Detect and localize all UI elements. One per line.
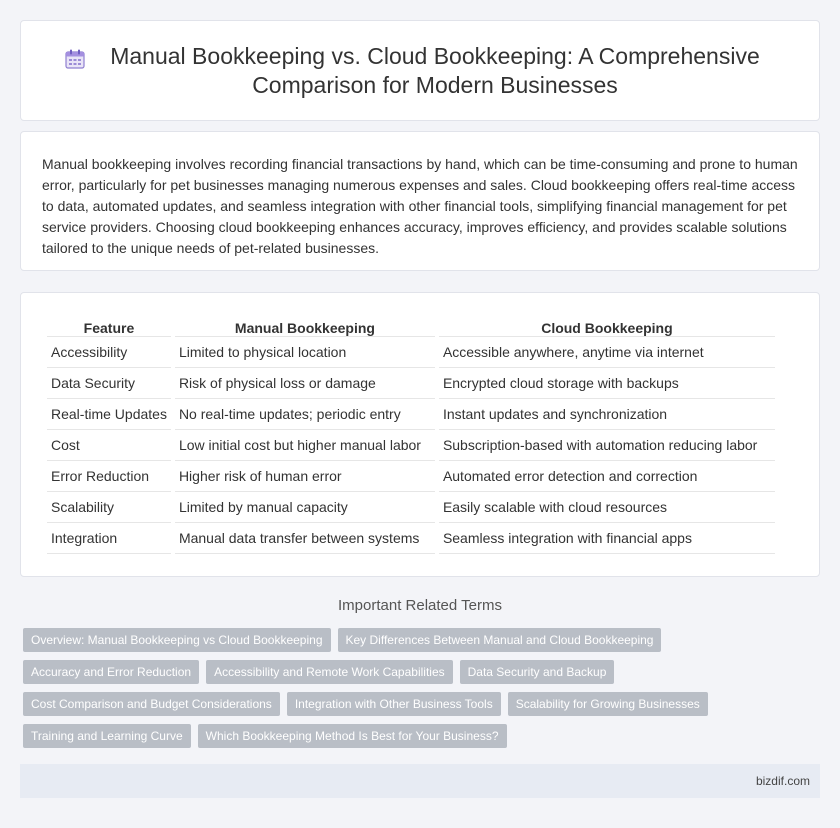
manual-cell: No real-time updates; periodic entry — [175, 399, 435, 430]
related-term-tag[interactable]: Accuracy and Error Reduction — [23, 660, 199, 684]
related-terms-list — [23, 628, 823, 748]
table-row — [47, 368, 775, 399]
related-term-tag[interactable]: Overview: Manual Bookkeeping vs Cloud Bookkeeping — [23, 628, 331, 652]
cloud-cell: Subscription-based with automation reducing labor — [439, 430, 775, 461]
cloud-cell: Encrypted cloud storage with backups — [439, 368, 775, 399]
feature-cell: Accessibility — [47, 337, 171, 368]
feature-cell: Integration — [47, 523, 171, 554]
manual-cell: Higher risk of human error — [175, 461, 435, 492]
intro-card — [20, 131, 820, 271]
feature-cell: Real-time Updates — [47, 399, 171, 430]
related-term-tag[interactable]: Integration with Other Business Tools — [287, 692, 501, 716]
table-row — [47, 461, 775, 492]
feature-cell: Data Security — [47, 368, 171, 399]
footer — [20, 764, 820, 798]
comparison-card — [20, 292, 820, 577]
header-card — [20, 20, 820, 121]
comparison-table — [43, 315, 779, 554]
cloud-cell: Automated error detection and correction — [439, 461, 775, 492]
related-term-tag[interactable]: Key Differences Between Manual and Cloud Bookkeeping — [338, 628, 662, 652]
table-header-row — [47, 315, 775, 337]
manual-cell: Low initial cost but higher manual labor — [175, 430, 435, 461]
cloud-cell: Seamless integration with financial apps — [439, 523, 775, 554]
related-term-tag[interactable]: Scalability for Growing Businesses — [508, 692, 708, 716]
column-header-manual: Manual Bookkeeping — [175, 315, 435, 337]
feature-cell: Scalability — [47, 492, 171, 523]
feature-cell: Error Reduction — [47, 461, 171, 492]
table-row — [47, 399, 775, 430]
related-term-tag[interactable]: Data Security and Backup — [460, 660, 615, 684]
related-term-tag[interactable]: Cost Comparison and Budget Considerations — [23, 692, 280, 716]
manual-cell: Limited by manual capacity — [175, 492, 435, 523]
table-row — [47, 430, 775, 461]
column-header-feature: Feature — [47, 315, 171, 337]
related-term-tag[interactable]: Training and Learning Curve — [23, 724, 191, 748]
table-row — [47, 523, 775, 554]
related-terms-title: Important Related Terms — [338, 597, 502, 614]
table-row — [47, 492, 775, 523]
column-header-cloud: Cloud Bookkeeping — [439, 315, 775, 337]
cloud-cell: Instant updates and synchronization — [439, 399, 775, 430]
intro-paragraph: Manual bookkeeping involves recording financial transactions by hand, which can be time-consuming and prone to human error, particularly for pet businesses managing numerous expenses and sales. Cloud bookkeeping offers real-time access to data, automated updates, and seamless integration with other financial tools, simplifying financial management for pet service providers. Choosing cloud bookkeeping enhances accuracy, improves efficiency, and provides scalable solutions tailored to the unique needs of pet-related businesses. — [42, 156, 798, 256]
cloud-cell: Accessible anywhere, anytime via internet — [439, 337, 775, 368]
cloud-cell: Easily scalable with cloud resources — [439, 492, 775, 523]
feature-cell: Cost — [47, 430, 171, 461]
manual-cell: Manual data transfer between systems — [175, 523, 435, 554]
footer-site-link[interactable]: bizdif.com — [755, 774, 810, 788]
page-title: Manual Bookkeeping vs. Cloud Bookkeeping: A Comprehensive Comparison for Modern Businesses — [110, 42, 760, 98]
related-term-tag[interactable]: Which Bookkeeping Method Is Best for Your Business? — [198, 724, 507, 748]
table-row — [47, 337, 775, 368]
manual-cell: Risk of physical loss or damage — [175, 368, 435, 399]
related-term-tag[interactable]: Accessibility and Remote Work Capabilities — [206, 660, 453, 684]
manual-cell: Limited to physical location — [175, 337, 435, 368]
